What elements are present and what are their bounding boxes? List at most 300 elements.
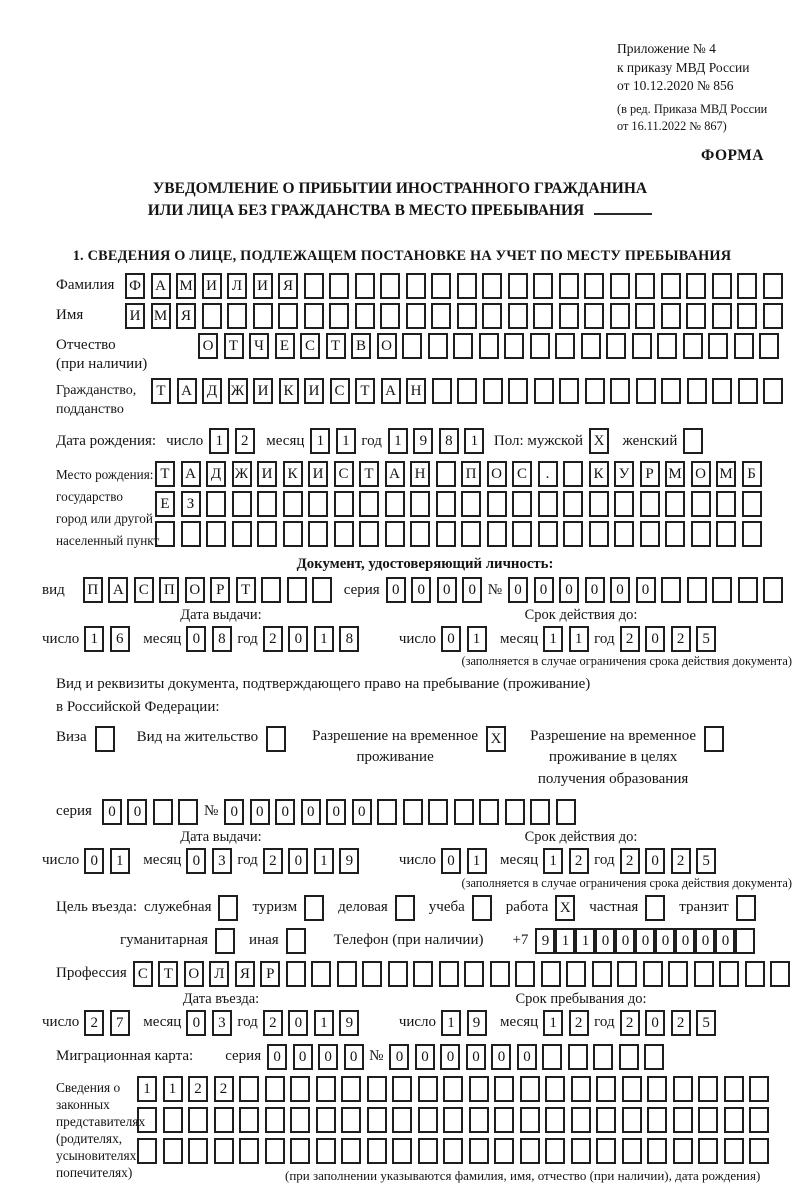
char-cell [571, 1138, 591, 1164]
char-cell [377, 799, 397, 825]
char-cell [304, 303, 324, 329]
char-cell [606, 333, 626, 359]
char-cell: 0 [415, 1044, 435, 1070]
char-cell [392, 1107, 412, 1133]
char-cell [556, 799, 576, 825]
permit-issue-day [84, 848, 135, 874]
char-cell [530, 333, 550, 359]
day-label: число [42, 852, 80, 869]
char-cell [329, 273, 349, 299]
char-cell [589, 491, 609, 517]
char-cell: 0 [517, 1044, 537, 1070]
char-cell [698, 1107, 718, 1133]
doc-series-grid [386, 577, 488, 603]
char-cell: А [381, 378, 401, 404]
year-label: год [594, 1014, 615, 1031]
char-cell: 0 [267, 1044, 287, 1070]
temp-residence-education-checkbox [704, 726, 724, 752]
char-cell: П [159, 577, 179, 603]
char-cell: 1 [84, 626, 104, 652]
char-cell: Р [210, 577, 230, 603]
char-cell [673, 1138, 693, 1164]
char-cell [508, 273, 528, 299]
char-cell: 2 [214, 1076, 234, 1102]
char-cell [545, 1107, 565, 1133]
char-cell [418, 1076, 438, 1102]
char-cell [265, 1076, 285, 1102]
char-cell [640, 521, 660, 547]
char-cell [724, 1076, 744, 1102]
month-label: месяц [143, 852, 182, 869]
char-cell: 2 [188, 1076, 208, 1102]
char-cell: Е [275, 333, 295, 359]
permit-expiry-month [543, 848, 594, 874]
char-cell [647, 1138, 667, 1164]
char-cell [749, 1138, 769, 1164]
char-cell: 9 [535, 928, 555, 954]
char-cell: О [487, 461, 507, 487]
char-cell [403, 799, 423, 825]
migration-card-row [56, 1044, 794, 1070]
purpose-label: Цель въезда: [56, 899, 137, 916]
char-cell [402, 333, 422, 359]
char-cell [581, 333, 601, 359]
char-cell [329, 303, 349, 329]
char-cell [443, 1107, 463, 1133]
char-cell [745, 961, 765, 987]
char-cell [341, 1107, 361, 1133]
sex-male-checkbox [589, 428, 615, 454]
char-cell: 1 [555, 928, 575, 954]
char-cell: Е [155, 491, 175, 517]
char-cell [418, 1107, 438, 1133]
doc-issue-day [84, 626, 135, 652]
char-cell [622, 1138, 642, 1164]
char-cell [454, 799, 474, 825]
char-cell: 0 [386, 577, 406, 603]
series-label: серия [56, 803, 92, 820]
permit-expiry-year [620, 848, 722, 874]
char-cell [593, 1044, 613, 1070]
option-visa: Виза [56, 726, 115, 752]
char-cell: Я [176, 303, 196, 329]
char-cell [643, 961, 663, 987]
char-cell [520, 1076, 540, 1102]
option-temp-residence: Разрешение на временное проживание X [312, 726, 506, 770]
char-cell [563, 491, 583, 517]
char-cell: И [308, 461, 328, 487]
char-cell [683, 333, 703, 359]
surname-grid [125, 273, 788, 299]
char-cell [716, 521, 736, 547]
char-cell [610, 303, 630, 329]
char-cell: 9 [467, 1010, 487, 1036]
month-label: месяц [500, 852, 539, 869]
permit-number-grid [224, 799, 581, 825]
representatives-note: (при заполнении указываются фамилия, имя, отчество (при наличии), дата рождения) [285, 1167, 761, 1183]
char-cell: 6 [110, 626, 130, 652]
char-cell [341, 1076, 361, 1102]
phone-grid [535, 928, 755, 954]
char-cell: 1 [137, 1076, 157, 1102]
char-cell: П [83, 577, 103, 603]
doc-issue-month [186, 626, 237, 652]
char-cell: 1 [209, 428, 229, 454]
birth-place-grid-row2 [155, 491, 767, 517]
char-cell: С [300, 333, 320, 359]
identity-doc-dates [42, 607, 794, 669]
doc-expiry-month [543, 626, 594, 652]
char-cell [239, 1076, 259, 1102]
char-cell: Д [206, 461, 226, 487]
year-label: год [237, 852, 258, 869]
char-cell [290, 1107, 310, 1133]
char-cell [686, 303, 706, 329]
char-cell: 9 [413, 428, 433, 454]
char-cell [316, 1107, 336, 1133]
char-cell [479, 799, 499, 825]
char-cell: З [181, 491, 201, 517]
char-cell [253, 303, 273, 329]
annex-line: от 10.12.2020 № 856 [617, 78, 734, 94]
stay-year [620, 1010, 722, 1036]
year-label: год [594, 630, 615, 647]
char-cell: О [185, 577, 205, 603]
char-cell: А [151, 273, 171, 299]
purpose-other-checkbox [286, 928, 306, 954]
representatives-grid-row2 [137, 1107, 775, 1133]
profession-grid [133, 961, 796, 987]
char-cell: 0 [186, 626, 206, 652]
char-cell [559, 378, 579, 404]
char-cell: 2 [620, 1010, 640, 1036]
char-cell: 0 [127, 799, 147, 825]
char-cell: 1 [441, 1010, 461, 1036]
char-cell [520, 1107, 540, 1133]
phone-prefix: +7 [512, 932, 529, 949]
char-cell: 2 [620, 626, 640, 652]
char-cell [311, 961, 331, 987]
char-cell: Т [151, 378, 171, 404]
char-cell: 0 [288, 1010, 308, 1036]
char-cell: Т [155, 461, 175, 487]
visa-checkbox [95, 726, 115, 752]
representatives-row [56, 1076, 794, 1184]
char-cell [334, 521, 354, 547]
patronymic-label: Отчество (при наличии) [56, 337, 148, 372]
char-cell [283, 521, 303, 547]
char-cell [545, 1076, 565, 1102]
char-cell [431, 303, 451, 329]
char-cell: 1 [388, 428, 408, 454]
char-cell [657, 333, 677, 359]
doc-issue-year [263, 626, 365, 652]
char-cell [734, 333, 754, 359]
char-cell [337, 961, 357, 987]
char-cell [385, 521, 405, 547]
char-cell [392, 1076, 412, 1102]
entry-month [186, 1010, 237, 1036]
permit-series-grid [102, 799, 204, 825]
char-cell [763, 577, 783, 603]
char-cell [494, 1107, 514, 1133]
char-cell [355, 303, 375, 329]
representatives-grid-row1 [137, 1076, 775, 1102]
expiry-note: (заполняется в случае ограничения срока действия документа) [461, 875, 792, 890]
char-cell [436, 491, 456, 517]
char-cell [469, 1076, 489, 1102]
char-cell [568, 1044, 588, 1070]
purpose-study-checkbox [472, 895, 492, 921]
form-title-line2: ИЛИ ЛИЦА БЕЗ ГРАЖДАНСТВА В МЕСТО ПРЕБЫВАНИЯ [0, 200, 800, 222]
char-cell [410, 521, 430, 547]
char-cell [668, 961, 688, 987]
char-cell [392, 1138, 412, 1164]
representatives-grid-row3 [137, 1138, 775, 1164]
char-cell: 2 [235, 428, 255, 454]
profession-row [56, 961, 794, 987]
char-cell: 0 [102, 799, 122, 825]
char-cell [367, 1076, 387, 1102]
char-cell: Т [355, 378, 375, 404]
birth-place-label: Место рождения: государство город или другой населенный пункт [56, 467, 160, 548]
char-cell [153, 799, 173, 825]
char-cell: С [133, 961, 153, 987]
char-cell [418, 1138, 438, 1164]
annex-edit-line: от 16.11.2022 № 867) [617, 118, 727, 133]
residence-doc-intro2: в Российской Федерации: [56, 699, 220, 716]
char-cell [512, 521, 532, 547]
char-cell [584, 303, 604, 329]
char-cell [312, 577, 332, 603]
char-cell [290, 1138, 310, 1164]
char-cell [661, 303, 681, 329]
name-grid [125, 303, 788, 329]
char-cell [686, 273, 706, 299]
char-cell: 0 [645, 1010, 665, 1036]
char-cell [763, 303, 783, 329]
char-cell [716, 491, 736, 517]
char-cell [137, 1138, 157, 1164]
representatives-grids [137, 1076, 775, 1184]
char-cell: М [716, 461, 736, 487]
char-cell [385, 491, 405, 517]
char-cell: И [125, 303, 145, 329]
birth-month-grid [310, 428, 361, 454]
residence-doc-intro1: Вид и реквизиты документа, подтверждающего право на пребывание (проживание) [56, 676, 591, 692]
char-cell [334, 491, 354, 517]
char-cell [622, 1107, 642, 1133]
char-cell [461, 521, 481, 547]
char-cell: К [283, 461, 303, 487]
year-label: год [594, 852, 615, 869]
char-cell [214, 1107, 234, 1133]
char-cell [737, 303, 757, 329]
char-cell [712, 273, 732, 299]
char-cell: 2 [671, 848, 691, 874]
identity-doc-heading: Документ, удостоверяющий личность: [296, 556, 554, 572]
char-cell [453, 333, 473, 359]
char-cell [380, 303, 400, 329]
char-cell [742, 491, 762, 517]
char-cell [163, 1107, 183, 1133]
char-cell: 1 [575, 928, 595, 954]
char-cell [432, 378, 452, 404]
series-label: серия [225, 1048, 262, 1065]
purpose-transit-checkbox [736, 895, 756, 921]
char-cell: Н [406, 378, 426, 404]
char-cell [571, 1076, 591, 1102]
stay-month [543, 1010, 594, 1036]
char-cell [735, 928, 755, 954]
month-label: месяц [266, 432, 305, 449]
char-cell [712, 577, 732, 603]
char-cell: 0 [636, 577, 656, 603]
char-cell [483, 378, 503, 404]
char-cell: М [176, 273, 196, 299]
char-cell [504, 333, 524, 359]
char-cell [563, 461, 583, 487]
char-cell: И [253, 273, 273, 299]
char-cell [487, 491, 507, 517]
issue-date-heading: Дата выдачи: [180, 607, 262, 623]
char-cell [708, 333, 728, 359]
char-cell [482, 273, 502, 299]
residence-doc-options [56, 726, 794, 791]
char-cell [214, 1138, 234, 1164]
char-cell: А [385, 461, 405, 487]
char-cell: 2 [671, 1010, 691, 1036]
char-cell [673, 1107, 693, 1133]
char-cell: 1 [310, 428, 330, 454]
char-cell [698, 1138, 718, 1164]
char-cell [362, 961, 382, 987]
month-label: месяц [500, 1014, 539, 1031]
char-cell [749, 1107, 769, 1133]
char-cell [202, 303, 222, 329]
char-cell [515, 961, 535, 987]
char-cell [494, 1138, 514, 1164]
char-cell [232, 491, 252, 517]
char-cell [614, 491, 634, 517]
char-cell: 0 [84, 848, 104, 874]
doc-expiry-day [441, 626, 492, 652]
char-cell: С [512, 461, 532, 487]
sex-female-label: женский [622, 432, 678, 449]
char-cell: Р [640, 461, 660, 487]
char-cell [640, 491, 660, 517]
char-cell: 8 [339, 626, 359, 652]
char-cell [759, 333, 779, 359]
char-cell: 2 [671, 626, 691, 652]
char-cell [367, 1107, 387, 1133]
char-cell [457, 378, 477, 404]
char-cell: 1 [314, 1010, 334, 1036]
sex-label: Пол: мужской [493, 432, 584, 449]
permit-expiry-day [441, 848, 492, 874]
char-cell [308, 491, 328, 517]
char-cell: А [177, 378, 197, 404]
birth-place-grid-row3 [155, 521, 767, 547]
char-cell: 0 [585, 577, 605, 603]
char-cell [257, 491, 277, 517]
birth-place-row [56, 461, 794, 552]
residence-permit-checkbox [266, 726, 286, 752]
phone-label: Телефон (при наличии) [333, 932, 484, 949]
char-cell: Ж [232, 461, 252, 487]
citizenship-row [56, 378, 794, 419]
char-cell [443, 1138, 463, 1164]
char-cell [644, 1044, 664, 1070]
char-cell [163, 1138, 183, 1164]
char-cell [563, 521, 583, 547]
char-cell: 2 [84, 1010, 104, 1036]
char-cell: Я [278, 273, 298, 299]
char-cell [239, 1107, 259, 1133]
char-cell: Ж [228, 378, 248, 404]
char-cell [763, 273, 783, 299]
char-cell [155, 521, 175, 547]
char-cell: 5 [696, 1010, 716, 1036]
char-cell [571, 1107, 591, 1133]
char-cell: Т [158, 961, 178, 987]
purpose-private-checkbox [645, 895, 665, 921]
char-cell [308, 521, 328, 547]
char-cell [584, 273, 604, 299]
char-cell [341, 1138, 361, 1164]
char-cell [538, 491, 558, 517]
char-cell [436, 461, 456, 487]
option-temp-residence-education: Разрешение на временное проживание в целях получения образования [530, 726, 724, 791]
char-cell: 2 [263, 626, 283, 652]
char-cell [647, 1076, 667, 1102]
char-cell: 0 [250, 799, 270, 825]
day-label: число [398, 1014, 437, 1031]
char-cell: К [589, 461, 609, 487]
purpose-business-checkbox [218, 895, 238, 921]
doc-expiry-year [620, 626, 722, 652]
char-cell [545, 1138, 565, 1164]
char-cell [316, 1138, 336, 1164]
char-cell [542, 1044, 562, 1070]
char-cell [737, 273, 757, 299]
char-cell [533, 273, 553, 299]
char-cell: 0 [595, 928, 615, 954]
char-cell: . [538, 461, 558, 487]
series-label: серия [343, 581, 380, 598]
entry-date-heading: Дата въезда: [182, 990, 260, 1007]
char-cell: С [330, 378, 350, 404]
char-cell: 1 [543, 848, 563, 874]
char-cell: 8 [212, 626, 232, 652]
purpose-work-checkbox: X [555, 895, 575, 921]
char-cell: 1 [543, 1010, 563, 1036]
residence-doc-dates [42, 828, 794, 891]
permit-issue-year [263, 848, 365, 874]
name-row [56, 303, 794, 329]
char-cell [596, 1076, 616, 1102]
char-cell [687, 577, 707, 603]
char-cell: X [589, 428, 609, 454]
char-cell [469, 1107, 489, 1133]
form-title [0, 178, 800, 223]
char-cell: И [304, 378, 324, 404]
char-cell [534, 378, 554, 404]
purpose-commercial-checkbox [395, 895, 415, 921]
char-cell [512, 491, 532, 517]
annex-line: Приложение № 4 [617, 41, 716, 56]
char-cell [635, 273, 655, 299]
